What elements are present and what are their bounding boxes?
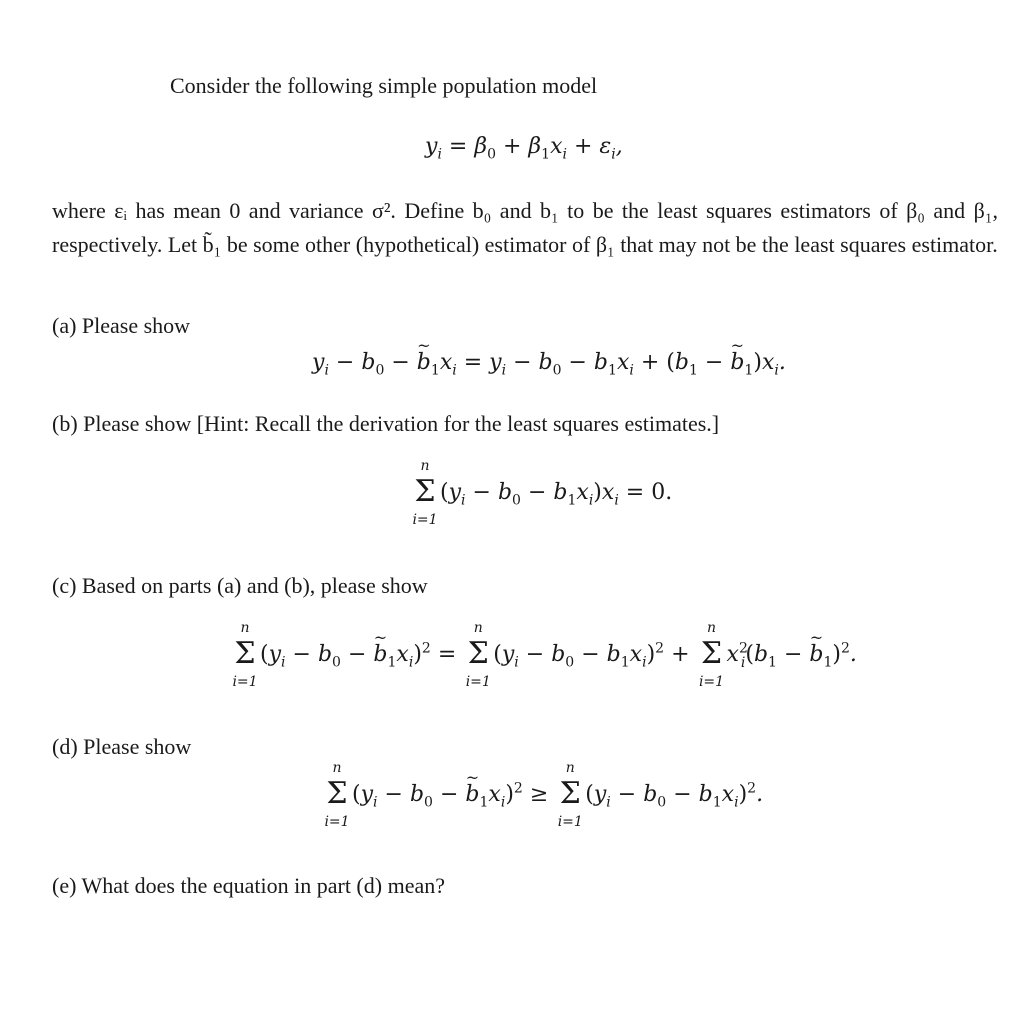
definition-paragraph: where εᵢ has mean 0 and variance σ². Define b₀ and b₁ to be the least squares estimators of β₀ and β₁, respectively. Let b̃₁ be some other (hypothetical) estimator of β₁ that may not be the least squares estimator. (52, 198, 998, 257)
summation-symbol: n Σ i=1 (465, 620, 491, 690)
part-a-label: (a) Please show (52, 313, 191, 338)
summation-symbol: n Σ i=1 (232, 620, 258, 690)
part-e-label: (e) What does the equation in part (d) mean? (52, 873, 445, 898)
part-b-equation: n Σ i=1 $(y_i - b_0 - b_1x_i)x_i = 0$. (410, 458, 672, 530)
part-b-label: (b) Please show [Hint: Recall the derivation for the least squares estimates.] (52, 411, 720, 436)
part-d-equation: n Σ i=1 ($y_i - b_0$ − ~ $b_1x_i)^2$ ≥ n Σ i=1 $(y_i - b_0 - b_1x_i)^2$. (322, 760, 763, 832)
summation-symbol: n Σ i=1 (698, 620, 725, 690)
summation-symbol: n Σ i=1 (324, 760, 350, 830)
model-equation-rendered: $y_i = \beta_0 + \beta_1x_i + \varepsilon_i$, (425, 134, 623, 163)
part-c-label: (c) Based on parts (a) and (b), please show (52, 573, 428, 598)
part-d-label: (d) Please show (52, 734, 192, 759)
summation-symbol: n Σ i=1 (557, 760, 583, 830)
part-c-equation: n Σ i=1 ($y_i - b_0$ − ~ $b_1x_i)^2$ = n Σ i=1 $(y_i - b_0 - b_1x_i)^2$ + n Σ i=1 $x^2_i(b_1$ − ~ $b_1)^2$. (230, 620, 857, 692)
summation-symbol: n Σ i=1 (412, 458, 438, 528)
part-a-equation: $y_i - b_0$ − ~ $b_1x_i = y_i - b_0 - b_1x_i + (b_1$ − ~ $b_1)x_i$. (312, 350, 786, 378)
model-equation (425, 134, 623, 162)
intro-text: Consider the following simple population model (170, 73, 598, 98)
